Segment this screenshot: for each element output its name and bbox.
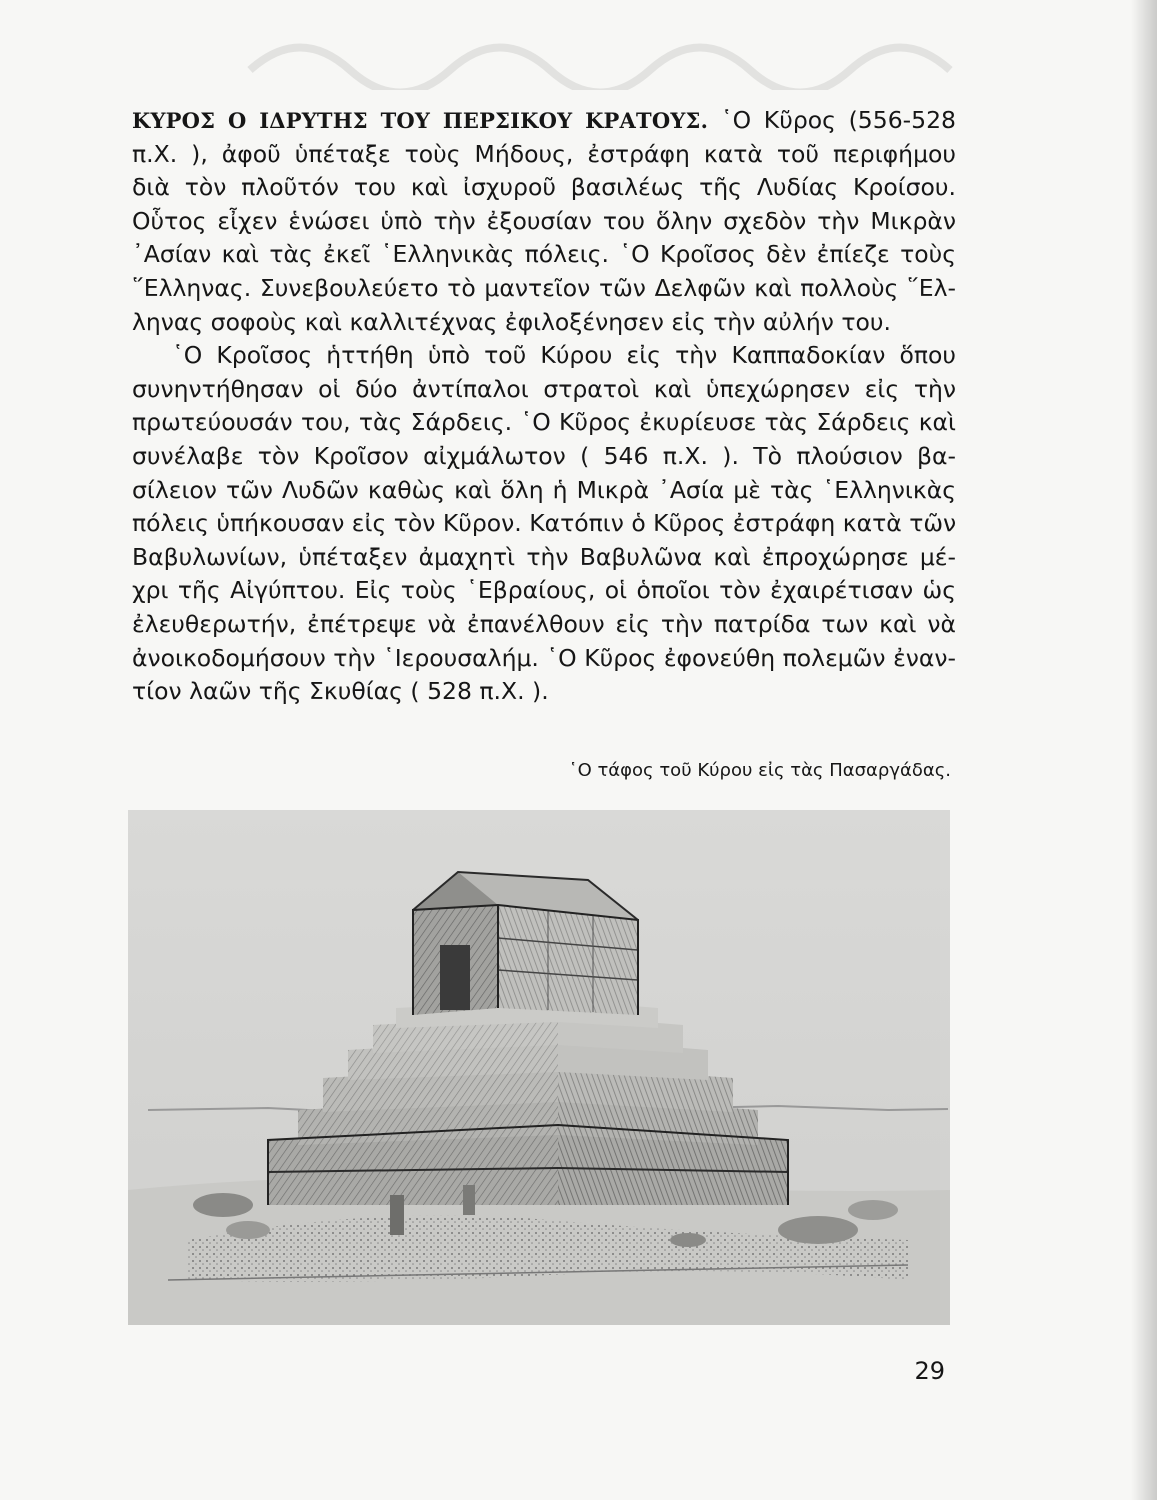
text-line: πρωτεύουσάν του, τὰς Σάρδεις. ῾Ο Κῦρος ἐκυρίευσε τὰς Σάρδεις καὶ xyxy=(132,408,956,437)
page-number: 29 xyxy=(914,1357,945,1385)
text-line: ληνας σοφοὺς καὶ καλλιτέχνας ἐφιλοξένησεν εἰς τὴν αὐλήν του. xyxy=(132,307,891,336)
section-heading: ΚΥΡΟΣ Ο ΙΔΡΥΤΗΣ ΤΟΥ ΠΕΡΣΙΚΟΥ ΚΡΑΤΟΥΣ. xyxy=(132,108,709,133)
figure-caption: ῾Ο τάφος τοῦ Κύρου εἰς τὰς Πασαργάδας. xyxy=(568,760,951,781)
text-line: ἐλευθερωτήν, ἐπέτρεψε νὰ ἐπανέλθουν εἰς τὴν πατρίδα των καὶ νὰ xyxy=(132,609,956,638)
text-line: ἀνοικοδομήσουν τὴν ῾Ιερουσαλήμ. ῾Ο Κῦρος ἐφονεύθη πολεμῶν ἐναν- xyxy=(132,643,956,672)
bleed-through-decoration xyxy=(240,20,960,90)
text-line: πόλεις ὑπήκουσαν εἰς τὸν Κῦρον. Κατόπιν ὁ Κῦρος ἐστράφη κατὰ τῶν xyxy=(132,509,957,538)
text-line xyxy=(132,104,956,138)
text-line: ῞Ελληνας. Συνεβουλεύετο τὸ μαντεῖον τῶν Δελφῶν καὶ πολλοὺς ῞Ελ- xyxy=(132,273,956,302)
text-line: Βαβυλωνίων, ὑπέταξεν ἀμαχητὶ τὴν Βαβυλῶνα καὶ ἐπροχώρησε μέ- xyxy=(132,542,956,571)
text-line: συνηντήθησαν οἱ δύο ἀντίπαλοι στρατοὶ καὶ ὑπεχώρησεν εἰς τὴν xyxy=(132,374,956,403)
text-line: π.Χ. ), ἀφοῦ ὑπέταξε τοὺς Μήδους, ἐστράφη κατὰ τοῦ περιφήμου xyxy=(132,139,956,168)
text-line: Οὗτος εἶχεν ἑνώσει ὑπὸ τὴν ἐξουσίαν του ὅλην σχεδὸν τὴν Μικρὰν xyxy=(132,206,956,235)
text-line: σίλειον τῶν Λυδῶν καθὼς καὶ ὅλη ἡ Μικρὰ ᾿Ασία μὲ τὰς ῾Ελληνικὰς xyxy=(132,475,956,504)
tomb-engraving-svg xyxy=(128,810,950,1325)
text-line: ᾿Ασίαν καὶ τὰς ἐκεῖ ῾Ελληνικὰς πόλεις. ῾Ο Κροῖσος δὲν ἐπίεζε τοὺς xyxy=(132,240,956,269)
text-line: διὰ τὸν πλοῦτόν του καὶ ἰσχυροῦ βασιλέως τῆς Λυδίας Κροίσου. xyxy=(132,173,956,202)
text-line: τίον λαῶν τῆς Σκυθίας ( 528 π.Χ. ). xyxy=(132,677,549,706)
heading-line-rest: ῾Ο Κῦρος (556-528 xyxy=(720,106,956,134)
text-line: χρι τῆς Αἰγύπτου. Εἰς τοὺς ῾Εβραίους, οἱ ὁποῖοι τὸν ἐχαιρέτισαν ὡς xyxy=(132,576,956,605)
page-edge-shadow xyxy=(1131,0,1157,1500)
text-line: συνέλαβε τὸν Κροῖσον αἰχμάλωτον ( 546 π.Χ. ). Τὸ πλούσιον βα- xyxy=(132,441,956,470)
tomb-of-cyrus-illustration xyxy=(128,810,950,1325)
main-text xyxy=(132,104,956,709)
text-line: ῾Ο Κροῖσος ἡττήθη ὑπὸ τοῦ Κύρου εἰς τὴν Καππαδοκίαν ὅπου xyxy=(172,341,956,370)
